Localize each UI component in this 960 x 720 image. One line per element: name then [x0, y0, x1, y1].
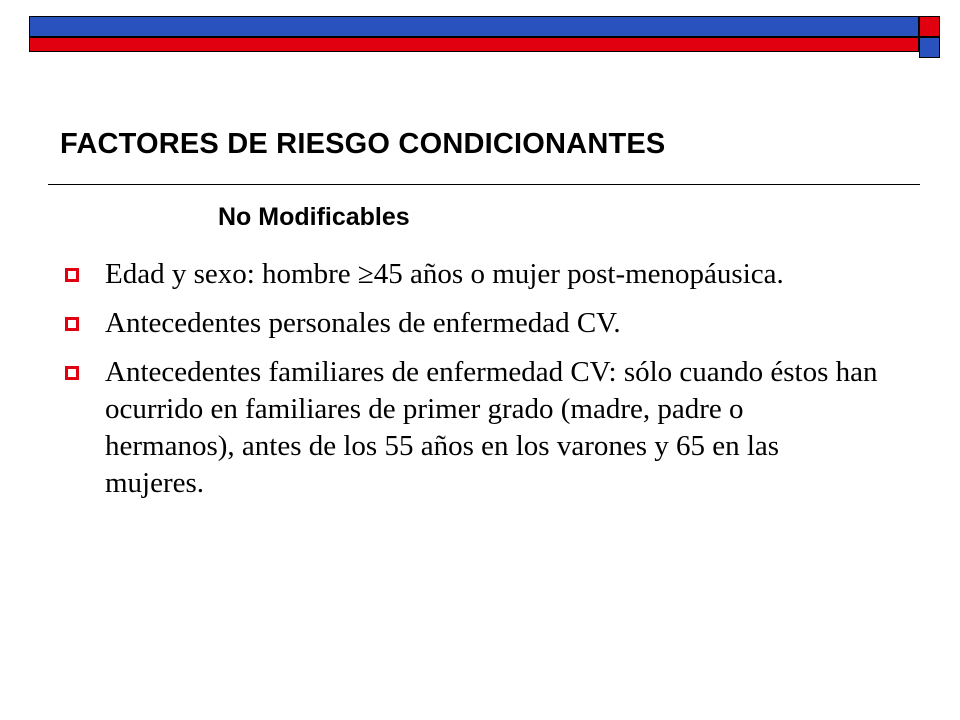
header-corner-red-square — [919, 16, 940, 37]
slide-subtitle: No Modificables — [218, 203, 410, 231]
bullet-list — [60, 256, 880, 514]
list-item — [60, 354, 880, 502]
slide-title: FACTORES DE RIESGO CONDICIONANTES — [60, 128, 666, 160]
header-blue-bar — [29, 16, 919, 37]
list-item — [60, 256, 880, 293]
title-divider — [48, 184, 920, 185]
hollow-square-bullet-icon — [65, 317, 79, 331]
list-item — [60, 305, 880, 342]
hollow-square-bullet-icon — [65, 268, 79, 282]
bullet-text: Antecedentes personales de enfermedad CV. — [105, 307, 621, 339]
bullet-text: Edad y sexo: hombre ≥45 años o mujer post-menopáusica. — [105, 258, 784, 290]
header-red-bar — [29, 37, 919, 52]
bullet-text: Antecedentes familiares de enfermedad CV: sólo cuando éstos han ocurrido en familiares de primer grado (madre, padre o hermanos), antes de los 55 años en los varones y 65 en las mujeres. — [105, 356, 878, 499]
hollow-square-bullet-icon — [65, 366, 79, 380]
header-corner-blue-square — [919, 37, 940, 58]
